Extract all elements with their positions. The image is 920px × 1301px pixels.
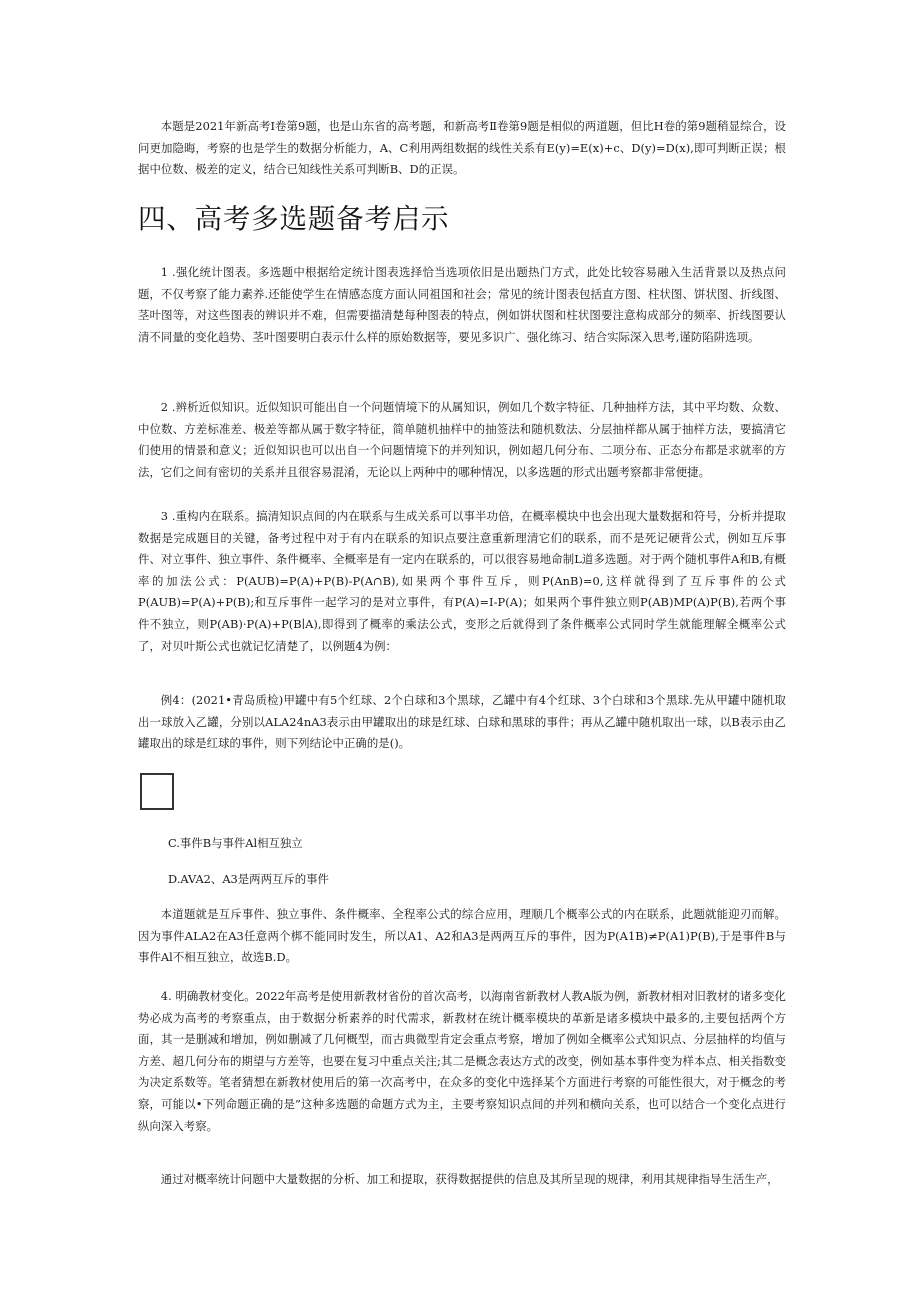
option-c: C.事件B与事件Al相互独立 xyxy=(168,836,303,850)
section-heading: 四、高考多选题备考启示 xyxy=(138,203,450,235)
tip-4-paragraph: 4. 明确教材变化。2022年高考是使用新教材省份的首次高考，以海南省新教材人教A版为例，新教材相对旧教材的诸多变化势必成为高考的考察重点，由于数据分析素养的时代需求，新教材在统计概率模块的革新是诸多模块中最多的,主要包括两个方面，其一是删减和增加，例如删减了几何概型，而古典微型肯定会重点考察，增加了例如全概率公式知识点、分层抽样的均值与方差、超几何分布的期望与方差等，也要在复习中重点关注;其二是概念表达方式的改变，例如基本事件变为样本点、相关指数变为决定系数等。笔者猜想在新教材使用后的第一次高考中，在众多的变化中选择某个方面进行考察的可能性很大，对于概念的考察，可能以•下列命题正确的是”这种多选题的命题方式为主，主要考察知识点间的并列和横向关系，也可以结合一个变化点进行纵向深入考察。 xyxy=(138,989,786,1133)
tip-3-paragraph: 3 .重构内在联系。搞清知识点间的内在联系与生成关系可以事半功倍，在概率模块中也会出现大量数据和符号，分析并提取数据是完成题目的关键，备考过程中对于有内在联系的知识点要注意重新理清它们的联系，而不是死记硬背公式，例如互斥事件、对立事件、独立事件、条件概率、全概率是有一定内在联系的，可以很容易地命制L道多选题。对于两个随机事件A和B,有概率的加法公式：P(AUB)=P(A)+P(B)-P(A∩B),如果两个事件互斥，则P(AnB)=0,这样就得到了互斥事件的公式P(AUB)=P(A)+P(B);和互斥事件一起学习的是对立事件，有P(A)=I-P(A)；如果两个事件独立则P(AB)MP(A)P(B),若两个事件不独立，则P(AB)·P(A)+P(B∣A),即得到了概率的乘法公式，变形之后就得到了条件概率公式同时学生就能理解全概率公式了，对贝叶斯公式也就记忆清楚了，以例题4为例： xyxy=(138,509,786,653)
closing-paragraph: 通过对概率统计问题中大量数据的分析、加工和提取，获得数据提供的信息及其所呈现的规律，利用其规律指导生活生产， xyxy=(160,1172,779,1186)
option-d: D.AVA2、A3是两两互斥的事件 xyxy=(168,872,329,886)
tip-2-paragraph: 2 .辨析近似知识。近似知识可能出自一个问题情境下的从属知识，例如几个数字特征、几种抽样方法，其中平均数、众数、中位数、方差标准差、极差等都从属于数字特征，简单随机抽样中的抽签法和随机数法、分层抽样都从属于抽样方法，要搞清它们使用的情景和意义；近似知识也可以出自一个问题情境下的并列知识，例如超几何分布、二项分布、正态分布都是求就率的方法，它们之间有密切的关系并且很容易混淆，无论以上两种中的哪种情况，以多选题的形式出题考察都非常便捷。 xyxy=(138,400,786,479)
option-checkbox[interactable] xyxy=(140,773,174,810)
tip-1-paragraph: 1 .强化统计图表。多选题中根据给定统计图表选择恰当选项依旧是出题热门方式，此处比较容易融入生活背景以及热点问题，不仅考察了能力素养.还能使学生在情感态度方面认同祖国和社会；常见的统计图表包括直方图、柱状图、饼状图、折线图、茎叶图等，对这些图表的辨识并不难，但需要描清楚每种图表的特点，例如饼状图和柱状图要注意构成部分的频率、折线图要认清不同量的变化趋势、茎叶图要明白表示什么样的原始数据等，要见多识广、强化练习、结合实际深入思考,谨防陷阱选项。 xyxy=(138,265,786,344)
example-4-question: 例4：(2021•青岛质检)甲罐中有5个红球、2个白球和3个黑球，乙罐中有4个红球、3个白球和3个黑球.先从甲罐中随机取出一球放入乙罐，分别以ALA24nA3表示由甲罐取出的球是红球、白球和黑球的事件；再从乙罐中随机取出一球，以B表示由乙罐取出的球是红球的事件，则下列结论中正确的是()。 xyxy=(138,693,786,751)
example-4-answer: 本道题就是互斥事件、独立事件、条件概率、全程率公式的综合应用，理顺几个概率公式的内在联系，此题就能迎刃而解。因为事件ALA2在A3任意两个梆不能同时发生，所以A1、A2和A3是两两互斥的事件，因为P(A1B)≠P(A1)P(B),于是事件B与事件Al不相互独立，故选B.D。 xyxy=(138,907,786,965)
intro-paragraph: 本题是2021年新高考Ⅰ卷第9题，也是山东省的高考题，和新高考Ⅱ卷第9题是相似的两道题，但比H卷的第9题稍显综合，设问更加隐晦，考察的也是学生的数据分析能力，A、C利用两组数据的线性关系有E(y)=E(x)+c、D(y)=D(x),即可判断正误；根据中位数、极差的定义，结合已知线性关系可判断B、D的正误。 xyxy=(138,119,786,177)
